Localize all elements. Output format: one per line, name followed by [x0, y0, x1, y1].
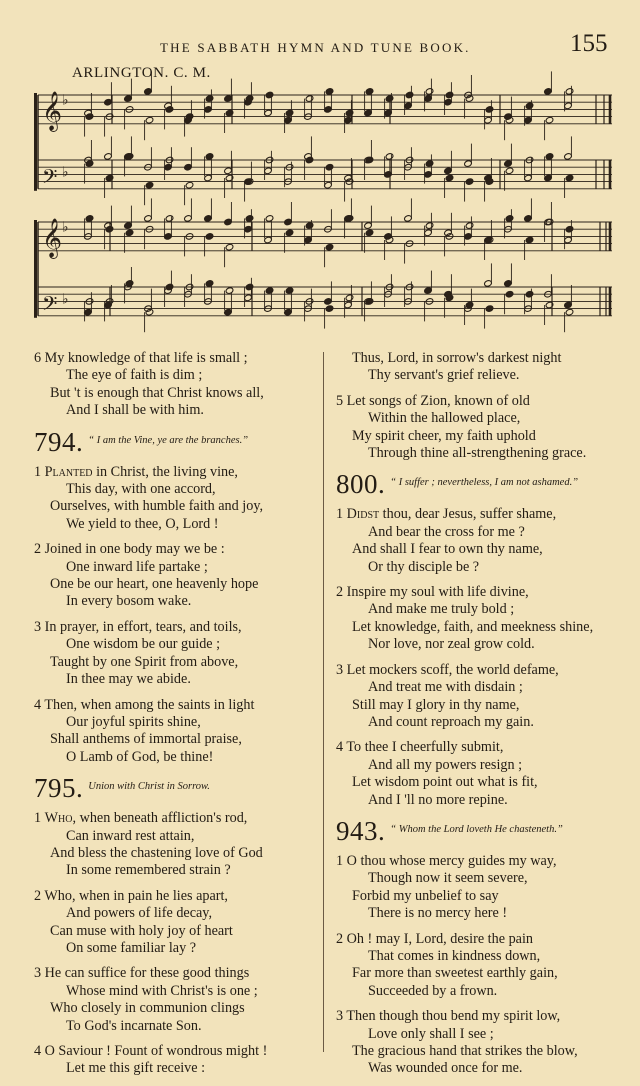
note-head [525, 236, 534, 244]
verse-line: But 't is enough that Christ knows all, [50, 384, 264, 401]
note-head [265, 215, 274, 223]
verse-line: Forbid my unbelief to say [352, 887, 499, 904]
stanza [336, 506, 632, 576]
note-head [205, 95, 214, 103]
verse-line: And shall I fear to own thy name, [352, 541, 543, 558]
hymn-subtitle: “ I suffer ; nevertheless, I am not ashamed.” [390, 477, 579, 489]
note-head [485, 305, 494, 313]
verse-line: And count reproach my gain. [368, 713, 534, 730]
stanza-gap [336, 1000, 632, 1008]
hymn-heading [34, 773, 312, 810]
stanza-gap [34, 1035, 312, 1043]
verse-line: Who closely in communion clings [50, 1000, 245, 1017]
hymn-number: 943. [336, 815, 386, 846]
tune-title: ARLINGTON. C. M. [72, 65, 211, 81]
system-brace [34, 220, 37, 318]
column-divider [323, 352, 324, 1052]
verse-line: In some remembered strain ? [66, 862, 231, 879]
stanza [34, 464, 312, 534]
note-head [265, 91, 274, 99]
note-head [125, 280, 134, 288]
note-head [505, 290, 514, 298]
note-head [445, 174, 454, 182]
verse-line: Through thine all-strengthening grace. [368, 445, 587, 462]
note-head [85, 215, 94, 223]
verse-line: 4 Then, when among the saints in light [34, 696, 255, 713]
note-head [185, 113, 194, 121]
note-head [265, 287, 274, 295]
verse-line: One wisdom be our guide ; [66, 636, 221, 653]
note-head [285, 109, 294, 117]
verse-line: Let wisdom point out what is fit, [352, 774, 538, 791]
note-head [325, 163, 334, 171]
verse-line: Thy servant's grief relieve. [368, 367, 520, 384]
music-score [0, 0, 640, 345]
note-head [465, 301, 474, 309]
note-head [505, 215, 514, 223]
stanza [34, 541, 312, 611]
verse-line: And make me truly bold ; [368, 601, 515, 618]
stanza-gap [34, 1078, 312, 1086]
verse-line: Whose mind with Christ's is one ; [66, 982, 258, 999]
verse-line: In every bosom wake. [66, 593, 192, 610]
note-head [205, 153, 214, 161]
note-head [445, 91, 454, 99]
verse-line: And treat me with disdain ; [368, 679, 523, 696]
note-head [85, 160, 94, 168]
verse-line: To God's incarnate Son. [66, 1017, 202, 1034]
verse-line: 1 Planted in Christ, the living vine, [34, 463, 238, 480]
hymn-number: 795. [34, 773, 84, 804]
verse-line: O Lamb of God, be thine! [66, 748, 214, 765]
stanza-gap [34, 880, 312, 888]
stanza [34, 350, 312, 420]
stanza-gap [34, 533, 312, 541]
verse-line: We yield to thee, O, Lord ! [66, 515, 219, 532]
treble-clef-icon: 𝄞 [42, 217, 63, 258]
note-head [185, 181, 194, 189]
stanza [34, 888, 312, 958]
note-head [385, 95, 394, 103]
note-head [165, 283, 174, 291]
note-head [145, 308, 154, 316]
verse-line: And bless the chastening love of God [50, 844, 263, 861]
flat-sign-icon: ♭ [62, 164, 69, 181]
note-head [165, 215, 174, 223]
verse-line: On some familiar lay ? [66, 939, 197, 956]
verse-line: 1 Didst thou, dear Jesus, suffer shame, [336, 506, 557, 523]
note-head [225, 287, 234, 295]
small-caps-word: Who, [44, 810, 77, 827]
verse-line: Or thy disciple be ? [368, 558, 480, 575]
stanza-gap [336, 385, 632, 393]
note-head [565, 225, 574, 233]
stanza [336, 931, 632, 1001]
note-head [325, 88, 334, 96]
stanza-gap [34, 689, 312, 697]
stanza-gap [336, 923, 632, 931]
small-caps-word: Didst [346, 506, 380, 523]
verse-line: Was wounded once for me. [368, 1060, 523, 1077]
note-head [345, 294, 354, 302]
verse-line: One inward life partake ; [66, 558, 208, 575]
verse-line: 4 To thee I cheerfully submit, [336, 739, 504, 756]
verse-line: 4 O Saviour ! Fount of wondrous might ! [34, 1043, 268, 1059]
stanza [34, 965, 312, 1035]
bass-clef-icon: 𝄢 [42, 291, 58, 320]
hymn-heading [34, 426, 312, 464]
verse-line: And bear the cross for me ? [368, 523, 525, 540]
bass-clef-icon: 𝄢 [42, 164, 58, 193]
verse-line: The eye of faith is dim ; [66, 367, 203, 384]
stanza [336, 584, 632, 654]
note-head [245, 215, 254, 223]
note-head [425, 88, 434, 96]
note-head [325, 305, 334, 313]
note-head [405, 91, 414, 99]
verse-line: Love only shall I see ; [368, 1025, 494, 1042]
note-head [465, 95, 474, 103]
verse-line: In thee may we abide. [66, 671, 191, 688]
verse-line: 3 He can suffice for these good things [34, 965, 250, 982]
stanza [336, 1008, 632, 1078]
hymn-number: 794. [34, 426, 84, 457]
verse-line: That comes in kindness down, [368, 947, 541, 964]
verse-line: 5 Let songs of Zion, known of old [336, 392, 530, 409]
stanza [336, 350, 632, 385]
note-head [305, 222, 314, 230]
verse-line: 2 Inspire my soul with life divine, [336, 584, 529, 601]
note-head [385, 153, 394, 161]
flat-sign-icon: ♭ [62, 291, 69, 308]
note-head [365, 229, 374, 237]
stanza [336, 853, 632, 923]
stanza [34, 697, 312, 767]
verse-line: This day, with one accord, [66, 481, 216, 498]
stanza-gap [336, 731, 632, 739]
verse-line: My spirit cheer, my faith uphold [352, 427, 536, 444]
stanza-gap [34, 611, 312, 619]
verse-line: 1 O thou whose mercy guides my way, [336, 852, 557, 869]
verse-line: There is no mercy here ! [368, 905, 508, 922]
stanza-gap [34, 957, 312, 965]
stanza [34, 619, 312, 689]
note-head [545, 116, 554, 124]
note-head [165, 106, 174, 114]
hymn-subtitle: Union with Christ in Sorrow. [88, 781, 210, 793]
verse-line: 3 In prayer, in effort, tears, and toils, [34, 618, 242, 635]
note-head [425, 222, 434, 230]
verse-line: And all my powers resign ; [368, 756, 523, 773]
small-caps-word: O [346, 852, 357, 869]
note-head [565, 308, 574, 316]
note-head [125, 229, 134, 237]
system-brace [34, 93, 37, 191]
verse-line: 2 Joined in one body may we be : [34, 541, 225, 558]
hymn-subtitle: “ I am the Vine, ye are the branches.” [88, 434, 249, 446]
hymn-heading [336, 815, 632, 853]
verse-line: 3 Let mockers scoff, the world defame, [336, 661, 559, 678]
verse-line: Thus, Lord, in sorrow's darkest night [352, 350, 562, 366]
verse-line: And I 'll no more repine. [368, 791, 508, 808]
verse-line: Ourselves, with humble faith and joy, [50, 498, 264, 515]
verse-line: Though now it seem severe, [368, 870, 528, 887]
verse-line: 2 Oh ! may I, Lord, desire the pain [336, 930, 533, 947]
verse-line: Can inward rest attain, [66, 827, 195, 844]
note-head [305, 156, 314, 164]
note-head [285, 229, 294, 237]
note-head [305, 95, 314, 103]
note-head [465, 222, 474, 230]
verse-line: Within the hallowed place, [368, 410, 521, 427]
flat-sign-icon: ♭ [62, 219, 69, 236]
stanza [34, 810, 312, 880]
verse-line: Succeeded by a frown. [368, 982, 498, 999]
small-caps-word: Planted [44, 463, 93, 480]
flat-sign-icon: ♭ [62, 92, 69, 109]
verse-line: 2 Who, when in pain he lies apart, [34, 887, 228, 904]
verse-line: Far more than sweetest earthly gain, [352, 965, 558, 982]
verse-line: The gracious hand that strikes the blow, [352, 1043, 578, 1059]
verse-line: 3 Then though thou bend my spirit low, [336, 1008, 561, 1025]
verse-line: Let me this gift receive : [66, 1060, 206, 1077]
right-column [336, 350, 632, 1086]
stanza [336, 739, 632, 809]
note-head [205, 280, 214, 288]
note-head [525, 102, 534, 110]
note-head [205, 233, 214, 241]
stanza-gap [336, 1078, 632, 1086]
note-head [105, 225, 114, 233]
note-head [325, 243, 334, 251]
verse-line: And powers of life decay, [66, 905, 213, 922]
verse-line: Can muse with holy joy of heart [50, 922, 233, 939]
verse-line: One be our heart, one heavenly hope [50, 576, 259, 593]
treble-clef-icon: 𝄞 [42, 90, 63, 131]
stanza [336, 393, 632, 463]
note-head [365, 88, 374, 96]
hymn-heading [336, 469, 632, 506]
verse-line: Taught by one Spirit from above, [50, 653, 239, 670]
note-head [245, 95, 254, 103]
note-head [465, 178, 474, 186]
note-head [145, 181, 154, 189]
stanza-gap [336, 576, 632, 584]
hymn-subtitle: “ Whom the Lord loveth He chasteneth.” [390, 823, 563, 835]
verse-line: Let knowledge, faith, and meekness shine, [352, 618, 594, 635]
stanza-gap [336, 654, 632, 662]
stanza [336, 662, 632, 732]
note-head [285, 287, 294, 295]
verse-line: Nor love, nor zeal grow cold. [368, 636, 535, 653]
verse-line: 6 My knowledge of that life is small ; [34, 350, 248, 366]
note-head [545, 153, 554, 161]
note-head [85, 113, 94, 121]
hymn-number: 800. [336, 469, 386, 500]
note-head [525, 290, 534, 298]
left-column [34, 350, 312, 1086]
note-head [145, 116, 154, 124]
note-head [565, 88, 574, 96]
verse-line: 1 Who, when beneath affliction's rod, [34, 810, 248, 827]
running-title: THE SABBATH HYMN AND TUNE BOOK. [160, 40, 471, 55]
stanza [34, 1043, 312, 1078]
note-head [505, 167, 514, 175]
note-head [225, 243, 234, 251]
note-head [565, 174, 574, 182]
verse-line: And I shall be with him. [66, 402, 204, 419]
verse-line: Our joyful spirits shine, [66, 713, 201, 730]
note-head [485, 106, 494, 114]
page-number: 155 [570, 30, 608, 57]
verse-line: Still may I glory in thy name, [352, 696, 520, 713]
note-head [425, 160, 434, 168]
verse-line: Shall anthems of immortal praise, [50, 731, 242, 748]
